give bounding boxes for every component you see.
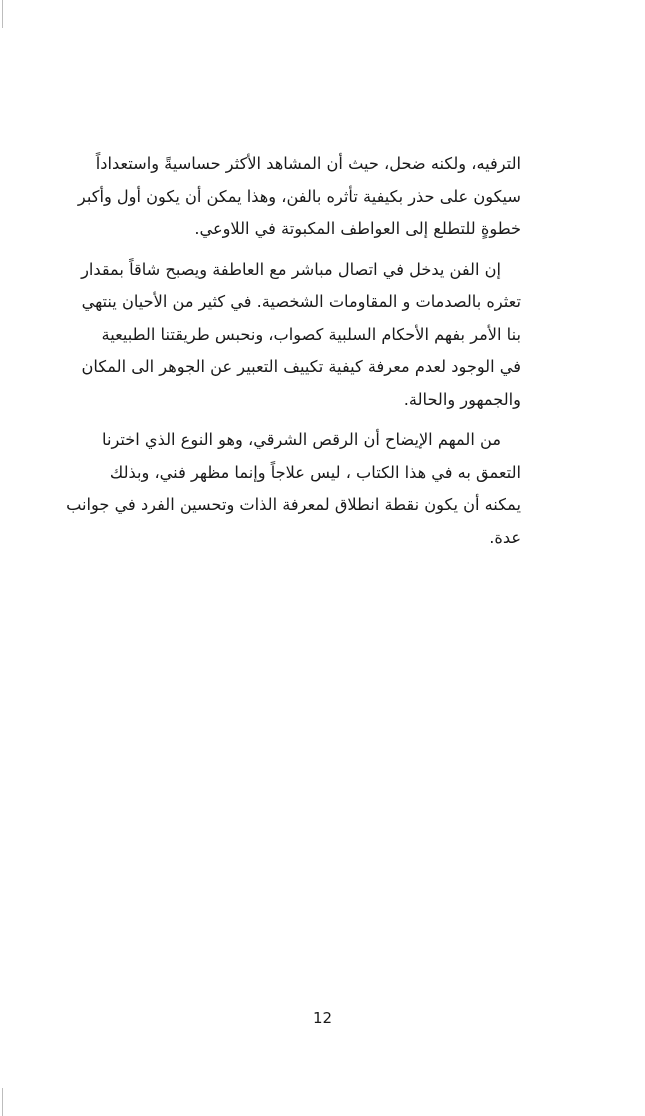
text-line: خطوةٍ للتطلع إلى العواطف المكبوتة في اللاوعي. <box>194 219 521 238</box>
paragraph-1 <box>77 148 521 246</box>
body-text <box>66 148 521 562</box>
text-line: تعثره بالصدمات و المقاومات الشخصية. في كثير من الأحيان ينتهي <box>81 292 521 311</box>
text-line: إن الفن يدخل في اتصال مباشر مع العاطفة ويصبح شاقاً بمقدار <box>81 259 501 279</box>
text-line: يمكنه أن يكون نقطة انطلاق لمعرفة الذات وتحسين الفرد في جوانب <box>66 495 521 514</box>
text-line: الترفيه، ولكنه ضحل، حيث أن المشاهد الأكثر حساسيةً واستعداداً <box>95 154 521 173</box>
page-number: 12 <box>312 1009 333 1027</box>
text-line: سيكون على حذر بكيفية تأثره بالفن، وهذا يمكن أن يكون أول وأكبر <box>77 186 521 206</box>
crop-mark-top <box>2 0 3 28</box>
crop-mark-bottom <box>2 1088 3 1116</box>
paragraph-2 <box>81 254 521 417</box>
text-line: من المهم الإيضاح أن الرقص الشرقي، وهو النوع الذي اخترنا <box>102 430 501 449</box>
paragraph-3 <box>66 424 521 554</box>
text-line: والجمهور والحالة. <box>403 389 521 409</box>
text-line: عدة. <box>489 527 521 547</box>
text-line: في الوجود لعدم معرفة كيفية تكييف التعبير عن الجوهر الى المكان <box>81 357 521 376</box>
text-line: التعمق به في هذا الكتاب ، ليس علاجاً وإنما مظهر فني، وبذلك <box>109 462 521 482</box>
text-line: بنا الأمر بفهم الأحكام السلبية كصواب، ونحبس طريقتنا الطبيعية <box>101 324 521 344</box>
